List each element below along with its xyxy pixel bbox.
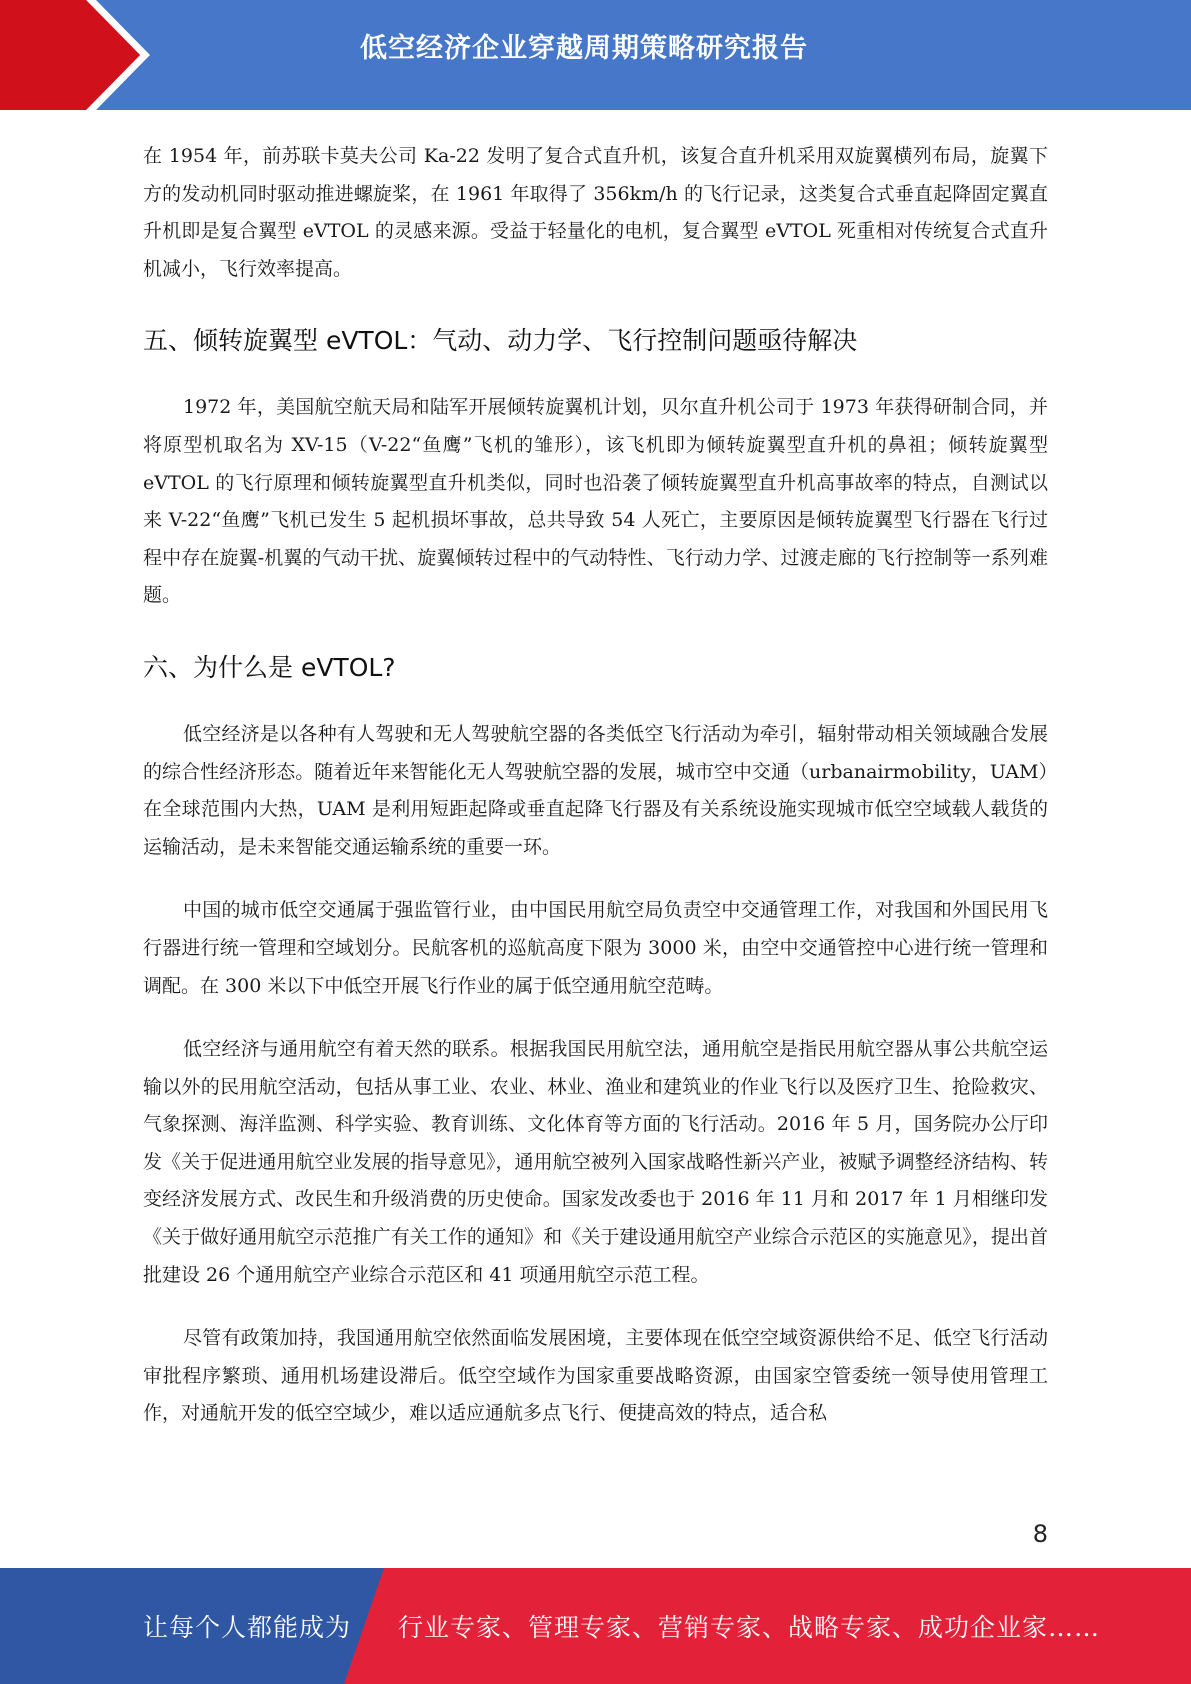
header-title: 低空经济企业穿越周期策略研究报告 xyxy=(360,33,808,64)
section-heading-6: 六、为什么是 eVTOL? xyxy=(143,652,396,682)
paragraph-general-aviation: 低空经济与通用航空有着天然的联系。根据我国民用航空法，通用航空是指民用航空器从事公共航空运输以外的民用航空活动，包括从事工业、农业、林业、渔业和建筑业的作业飞行以及医疗卫生、抢险救灾、气象探测、海洋监测、科学实验、教育训练、文化体育等方面的飞行活动。2016 年 5 月，国务院办公厅印发《关于促进通用航空业发展的指导意见》，通用航空被列入国家战略性新兴产业，被赋予调整经济结构、转变经济发展方式、改民生和升级消费的历史使命。国家发改委也于 2016 年 11 月和 2017 年 1 月相继印发《关于做好通用航空示范推广有关工作的通知》和《关于建设通用航空产业综合示范区的实施意见》，提出首批建设 26 个通用航空产业综合示范区和 41 项通用航空示范工程。 xyxy=(143,1038,1048,1286)
paragraph-tiltrotor: 1972 年，美国航空航天局和陆军开展倾转旋翼机计划，贝尔直升机公司于 1973 年获得研制合同，并将原型机取名为 XV-15（V-22“鱼鹰”飞机的雏形），该飞机即为倾转旋翼型直升机的鼻祖；倾转旋翼型 eVTOL 的飞行原理和倾转旋翼型直升机类似，同时也沿袭了倾转旋翼型直升机高事故率的特点，自测试以来 V-22“鱼鹰”飞机已发生 5 起机损坏事故，总共导致 54 人死亡，主要原因是倾转旋翼型飞行器在飞行过程中存在旋翼-机翼的气动干扰、旋翼倾转过程中的气动特性、飞行动力学、过渡走廊的飞行控制等一系列难题。 xyxy=(143,396,1048,607)
footer-slogan-left: 让每个人都能成为 xyxy=(143,1613,352,1642)
footer-slogan-right: 行业专家、管理专家、营销专家、战略专家、成功企业家…… xyxy=(398,1613,1101,1642)
paragraph-compound-helicopter: 在 1954 年，前苏联卡莫夫公司 Ka-22 发明了复合式直升机，该复合直升机采用双旋翼横列布局，旋翼下方的发动机同时驱动推进螺旋桨，在 1961 年取得了 356km/h 的飞行记录，这类复合式垂直起降固定翼直升机即是复合翼型 eVTOL 的灵感来源。受益于轻量化的电机，复合翼型 eVTOL 死重相对传统复合式直升机减小，飞行效率提高。 xyxy=(143,145,1048,280)
header-bar xyxy=(0,0,1191,110)
footer-bar xyxy=(0,1568,1191,1684)
document-body xyxy=(143,138,1048,1433)
section-heading-5: 五、倾转旋翼型 eVTOL：气动、动力学、飞行控制问题亟待解决 xyxy=(143,326,858,356)
page-number: 8 xyxy=(1032,1520,1048,1548)
paragraph-development-difficulties: 尽管有政策加持，我国通用航空依然面临发展困境，主要体现在低空空域资源供给不足、低空飞行活动审批程序繁琐、通用机场建设滞后。低空空域作为国家重要战略资源，由国家空管委统一领导使用管理工作，对通航开发的低空空域少，难以适应通航多点飞行、便捷高效的特点，适合私 xyxy=(143,1327,1048,1425)
paragraph-urban-low-altitude-traffic: 中国的城市低空交通属于强监管行业，由中国民用航空局负责空中交通管理工作，对我国和外国民用飞行器进行统一管理和空域划分。民航客机的巡航高度下限为 3000 米，由空中交通管控中心进行统一管理和调配。在 300 米以下中低空开展飞行作业的属于低空通用航空范畴。 xyxy=(143,899,1048,997)
paragraph-low-altitude-economy: 低空经济是以各种有人驾驶和无人驾驶航空器的各类低空飞行活动为牵引，辐射带动相关领域融合发展的综合性经济形态。随着近年来智能化无人驾驶航空器的发展，城市空中交通（urbanairmobility，UAM）在全球范围内大热，UAM 是利用短距起降或垂直起降飞行器及有关系统设施实现城市低空空域载人载货的运输活动，是未来智能交通运输系统的重要一环。 xyxy=(143,722,1048,858)
header-arrow-icon xyxy=(0,0,150,110)
